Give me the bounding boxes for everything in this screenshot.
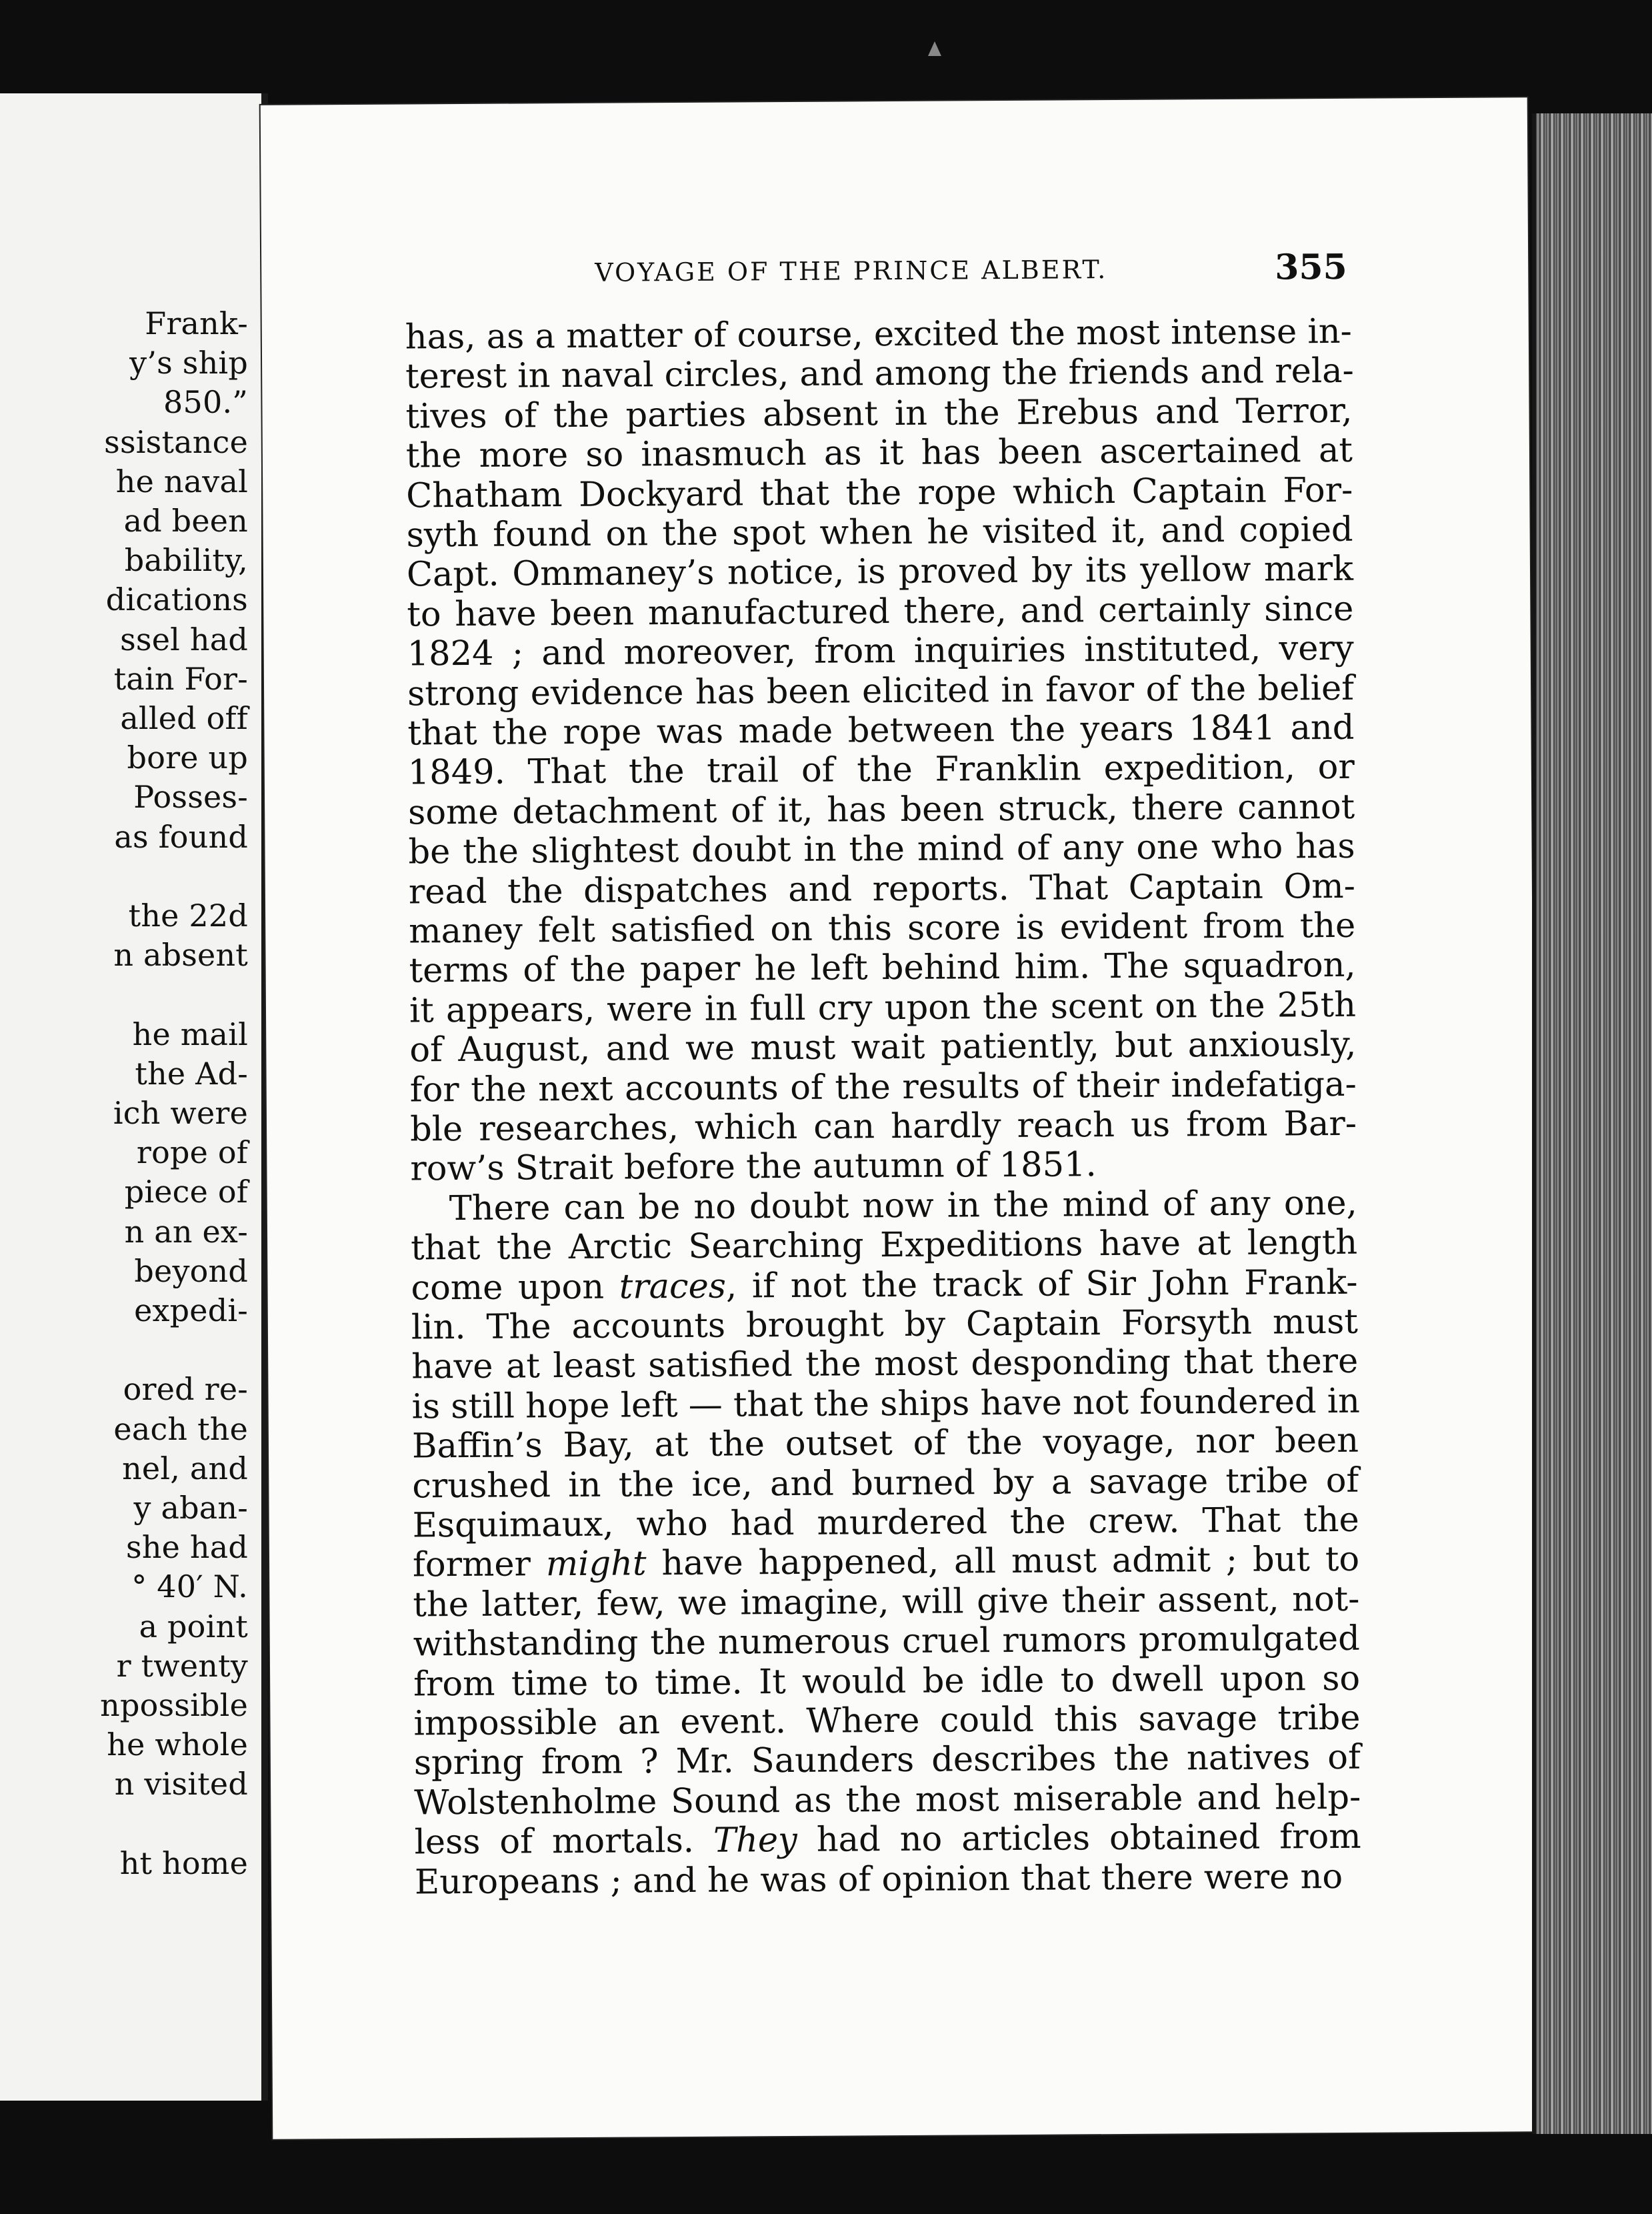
running-head: VOYAGE OF THE PRINCE ALBERT.	[595, 255, 1108, 287]
left-page-line: bability,	[124, 542, 248, 579]
left-page-line: he mail	[132, 1016, 248, 1052]
left-page-line: npossible	[100, 1687, 248, 1723]
left-page-line: as found	[114, 818, 248, 855]
left-page-line: ad been	[123, 503, 248, 539]
left-page-line: y aban-	[133, 1490, 248, 1526]
body-line: Wolstenholme Sound as the most miserable and help-	[414, 1777, 1361, 1823]
left-page-line: n absent	[113, 937, 248, 974]
italic-word: They	[713, 1821, 798, 1861]
body-line: for the next accounts of the results of their indefatiga-	[409, 1064, 1357, 1110]
left-page-line: n visited	[114, 1766, 248, 1803]
body-line: of August, and we must wait patiently, but anxiously,	[409, 1025, 1357, 1070]
body-line: ble researches, which can hardly reach us from Bar-	[409, 1104, 1357, 1150]
body-line: have at least satisfied the most desponding that there	[411, 1342, 1359, 1387]
left-page-line: dications	[105, 582, 248, 618]
body-line: terest in naval circles, and among the friends and rela-	[405, 351, 1355, 397]
left-page-line: piece of	[124, 1174, 248, 1210]
body-line: 1824 ; and moreover, from inquiries instituted, very	[407, 629, 1354, 674]
body-line: Baffin’s Bay, at the outset of the voyage, nor been	[411, 1420, 1359, 1466]
body-line: it appears, were in full cry upon the scent on the 25th	[409, 985, 1357, 1031]
left-page-line: n an ex-	[124, 1213, 248, 1250]
right-page	[261, 97, 1540, 2139]
page-number: 355	[1275, 246, 1347, 288]
left-page-line: 850.”	[163, 384, 248, 421]
left-page-line: ored re-	[123, 1371, 248, 1408]
body-line: maney felt satisfied on this score is evident from the	[409, 906, 1356, 952]
page-edges	[1532, 113, 1652, 2134]
left-page-line: nel, and	[122, 1450, 248, 1486]
left-page-line: tain For-	[113, 660, 248, 697]
body-line: tives of the parties absent in the Erebus and Terror,	[405, 391, 1353, 437]
body-line: some detachment of it, has been struck, there cannot	[408, 787, 1355, 833]
body-line: be the slightest doubt in the mind of any one who has	[408, 827, 1355, 872]
body-line: that the Arctic Searching Expeditions have at length	[410, 1223, 1358, 1268]
body-text	[405, 311, 1361, 1903]
left-page-line: ° 40′ N.	[131, 1568, 248, 1605]
left-page-line: each the	[113, 1410, 248, 1447]
body-line: from time to time. It would be idle to dwell upon so	[413, 1658, 1361, 1705]
body-line: 1849. That the trail of the Franklin expedition, or	[407, 748, 1355, 793]
left-page-line: expedi-	[134, 1292, 248, 1328]
body-line: Europeans ; and he was of opinion that there were no	[414, 1857, 1343, 1903]
body-line: impossible an event. Where could this savage tribe	[413, 1698, 1361, 1744]
left-page-line: bore up	[127, 740, 248, 776]
scanner-mark-icon	[928, 41, 941, 56]
left-page-line: ssistance	[104, 423, 248, 460]
left-page-line: the 22d	[128, 898, 248, 934]
left-page-line: y’s ship	[129, 345, 248, 381]
body-line: Capt. Ommaney’s notice, is proved by its yellow mark	[406, 549, 1354, 595]
left-page-line: ich were	[113, 1095, 248, 1131]
body-line: former might have happened, all must admit ; but to	[412, 1540, 1360, 1585]
body-line: has, as a matter of course, excited the most intense in-	[405, 311, 1352, 357]
body-line: to have been manufactured there, and certainly since	[407, 589, 1354, 635]
body-line: withstanding the numerous cruel rumors promulgated	[413, 1618, 1360, 1665]
left-page	[0, 93, 268, 2101]
left-page-line: beyond	[134, 1252, 248, 1289]
left-page-line: a point	[139, 1608, 248, 1644]
left-page-line: Posses-	[133, 779, 248, 816]
body-line: less of mortals. They had no articles obtained from	[414, 1817, 1361, 1863]
body-line: the latter, few, we imagine, will give their assent, not-	[413, 1579, 1360, 1625]
left-page-line: r twenty	[116, 1647, 248, 1684]
body-line: crushed in the ice, and burned by a savage tribe of	[412, 1460, 1359, 1506]
body-line: There can be no doubt now in the mind of any one,	[449, 1183, 1357, 1228]
body-line: Esquimaux, who had murdered the crew. That the	[412, 1500, 1359, 1546]
body-line: is still hope left — that the ships have not foundered in	[411, 1381, 1361, 1427]
italic-word: might	[545, 1544, 647, 1584]
left-page-line: ssel had	[120, 621, 248, 658]
left-page-line: he whole	[107, 1727, 248, 1763]
body-line: that the rope was made between the years 1841 and	[407, 708, 1355, 754]
body-line: the more so inasmuch as it has been ascertained at	[405, 431, 1353, 476]
body-line: syth found on the spot when he visited it, and copied	[406, 509, 1353, 556]
left-page-line: ht home	[119, 1845, 248, 1881]
body-line: row’s Strait before the autumn of 1851.	[410, 1145, 1097, 1189]
body-line: strong evidence has been elicited in favor of the belief	[407, 668, 1355, 714]
body-line: lin. The accounts brought by Captain Forsyth must	[411, 1302, 1359, 1348]
body-line: read the dispatches and reports. That Captain Om-	[408, 866, 1356, 912]
body-line: spring from ? Mr. Saunders describes the natives of	[413, 1738, 1361, 1783]
left-page-line: the Ad-	[135, 1055, 248, 1092]
left-page-line: she had	[126, 1529, 248, 1566]
body-line: Chatham Dockyard that the rope which Captain For-	[406, 470, 1353, 516]
left-page-line: alled off	[120, 700, 248, 736]
left-page-line: he naval	[115, 463, 248, 499]
left-page-line: rope of	[136, 1134, 248, 1171]
left-page-line: Frank-	[145, 305, 248, 341]
italic-word: traces	[619, 1266, 727, 1307]
body-line: come upon traces, if not the track of Sir John Frank-	[411, 1262, 1358, 1308]
body-line: terms of the paper he left behind him. The squadron,	[409, 946, 1356, 991]
